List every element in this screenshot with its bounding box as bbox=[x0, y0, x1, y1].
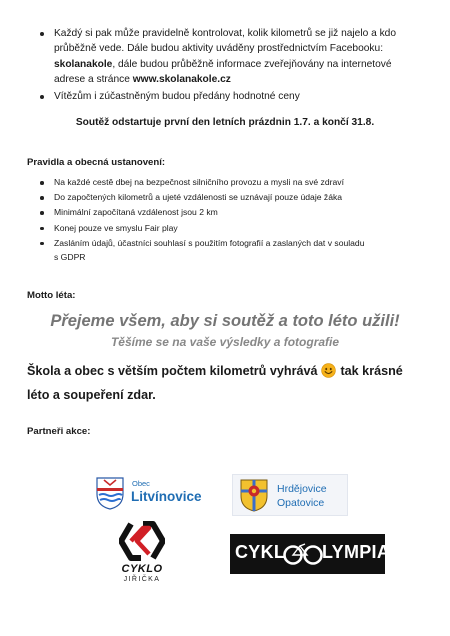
hrdejovice-logo bbox=[232, 474, 348, 516]
litvinovice-prefix: Obec bbox=[132, 479, 150, 488]
rules-list bbox=[54, 175, 424, 265]
coat-of-arms-icon bbox=[95, 476, 125, 510]
coat-of-arms-icon bbox=[239, 478, 269, 512]
list-item: Vítězům i zúčastněným budou předány hodnotné ceny bbox=[54, 89, 424, 104]
motto-heading: Motto léta: bbox=[27, 290, 76, 301]
cyklo-word: CYKLO bbox=[121, 563, 163, 575]
cykloolympia-logo bbox=[230, 534, 391, 574]
cyklo-emblem-icon bbox=[119, 520, 165, 562]
list-item: Každý si pak může pravidelně kontrolovat, kolik kilometrů se již najelo a kdo průběžně vede. Dále budou aktivity uváděny prostřednictvím Facebooku: skolanakole, dále budou průběžně informace zveřejňovány na internetové adrese a stránce www.skolanakole.cz bbox=[54, 26, 424, 88]
list-item: Zasláním údajů, účastníci souhlasí s použitím fotografií a zaslaných dat v souladu s GDPR bbox=[54, 236, 424, 265]
cyklo-part: CYKL bbox=[235, 542, 286, 562]
hrdejovice-name: Hrdějovice bbox=[277, 483, 327, 495]
partners-heading: Partneři akce: bbox=[27, 426, 91, 437]
rules-heading: Pravidla a obecná ustanovení: bbox=[27, 157, 166, 168]
jiricka-word: JIŘIČKA bbox=[123, 576, 161, 583]
top-bullet-list bbox=[54, 26, 424, 104]
litvinovice-logo bbox=[95, 476, 215, 512]
bicycle-icon bbox=[283, 542, 323, 566]
website-link[interactable]: www.skolanakole.cz bbox=[132, 74, 231, 86]
start-date-line: Soutěž odstartuje první den letních prázdnin 1.7. a končí 31.8. bbox=[75, 117, 375, 128]
motto-main: Přejeme všem, aby si soutěž a toto léto užili! bbox=[50, 312, 400, 330]
winner-text: Škola a obec s větším počtem kilometrů vyhrává tak krásné léto a soupeření zdar. bbox=[27, 364, 403, 402]
list-item: Na každé cestě dbej na bezpečnost silničního provozu a mysli na své zdraví bbox=[54, 175, 424, 190]
smiley-icon bbox=[321, 363, 336, 385]
motto-sub: Těšíme se na vaše výsledky a fotografie bbox=[110, 335, 340, 349]
cyklo-jiricka-logo bbox=[113, 520, 171, 586]
list-item: Minimální započítaná vzdálenost jsou 2 km bbox=[54, 205, 424, 220]
list-item: Konej pouze ve smyslu Fair play bbox=[54, 221, 424, 236]
litvinovice-name: Litvínovice bbox=[131, 489, 202, 504]
opatovice-name: Opatovice bbox=[277, 497, 325, 509]
lympia-part: LYMPIA bbox=[322, 542, 391, 562]
list-item: Do započtených kilometrů a ujeté vzdálenosti se uznávají pouze údaje žáka bbox=[54, 190, 424, 205]
facebook-name: skolanakole bbox=[54, 58, 113, 70]
